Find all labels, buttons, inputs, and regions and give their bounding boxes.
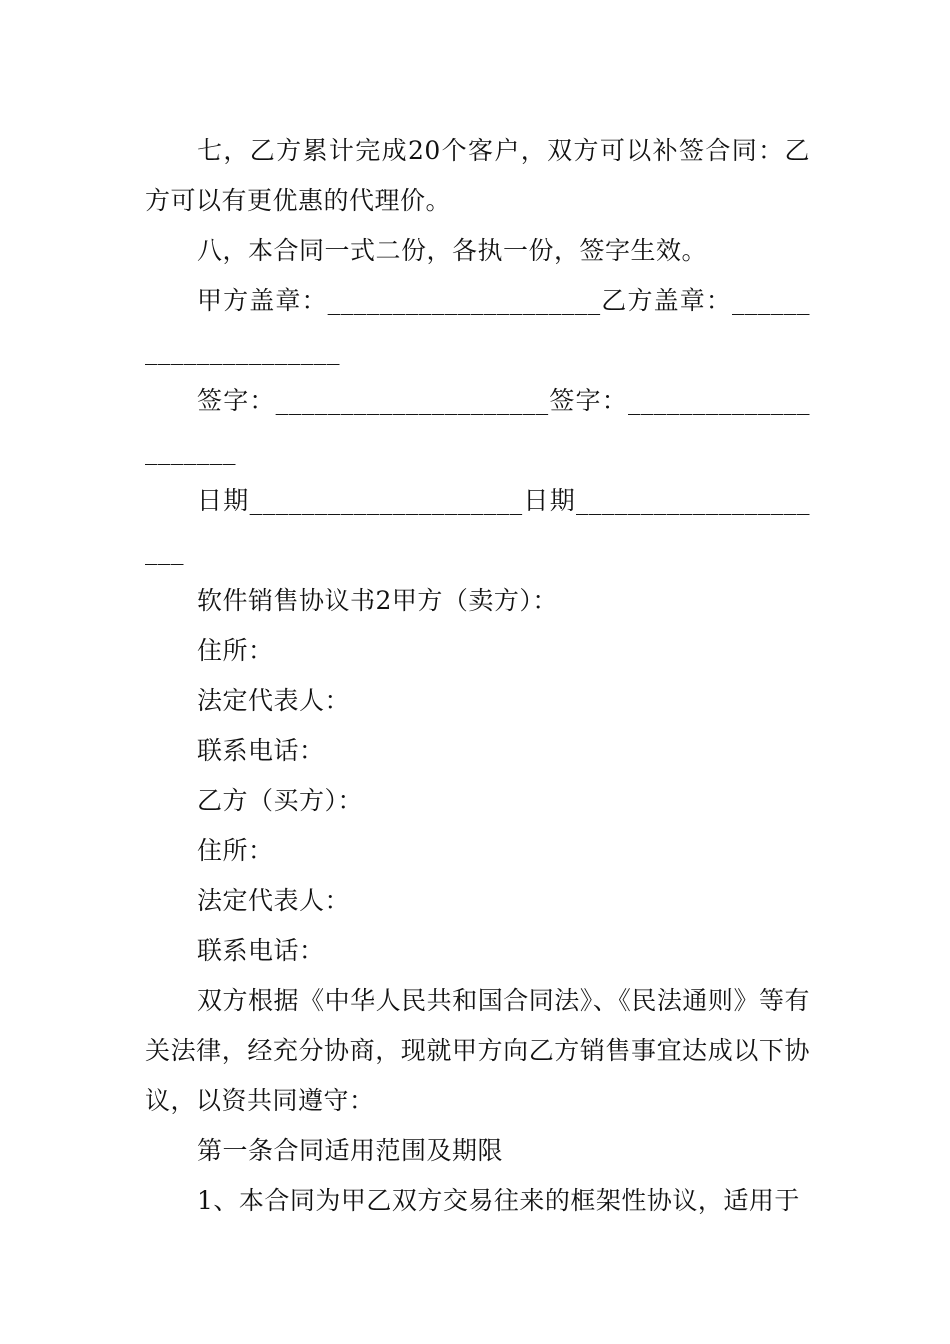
document-body xyxy=(145,126,810,1226)
paragraph-seal-line: 甲方盖章：_____________________乙方盖章：_____________________ xyxy=(145,286,810,365)
paragraph-date-line: 日期_____________________日期_____________________ xyxy=(145,486,810,565)
paragraph-party-b-phone: 联系电话： xyxy=(197,936,325,965)
paragraph-preamble: 双方根据《中华人民共和国合同法》、《民法通则》等有关法律，经充分协商，现就甲方向乙方销售事宜达成以下协议，以资共同遵守： xyxy=(145,986,810,1115)
paragraph-party-a-address: 住所： xyxy=(197,636,274,665)
paragraph-clause-7: 七，乙方累计完成20个客户，双方可以补签合同：乙方可以有更优惠的代理价。 xyxy=(145,136,810,215)
paragraph-signature-line: 签字：_____________________签字：_____________________ xyxy=(145,386,810,465)
paragraph-article-1-item-1: 1、本合同为甲乙双方交易往来的框架性协议，适用于 xyxy=(197,1186,800,1215)
paragraph-party-a-representative: 法定代表人： xyxy=(197,686,351,715)
paragraph-party-b-address: 住所： xyxy=(197,836,274,865)
paragraph-clause-8: 八，本合同一式二份，各执一份，签字生效。 xyxy=(197,236,708,265)
paragraph-party-b: 乙方（买方）： xyxy=(197,786,364,815)
paragraph-agreement-title: 软件销售协议书2甲方（卖方）： xyxy=(197,586,558,615)
paragraph-party-a-phone: 联系电话： xyxy=(197,736,325,765)
paragraph-party-b-representative: 法定代表人： xyxy=(197,886,351,915)
paragraph-article-1-heading: 第一条合同适用范围及期限 xyxy=(197,1136,504,1165)
